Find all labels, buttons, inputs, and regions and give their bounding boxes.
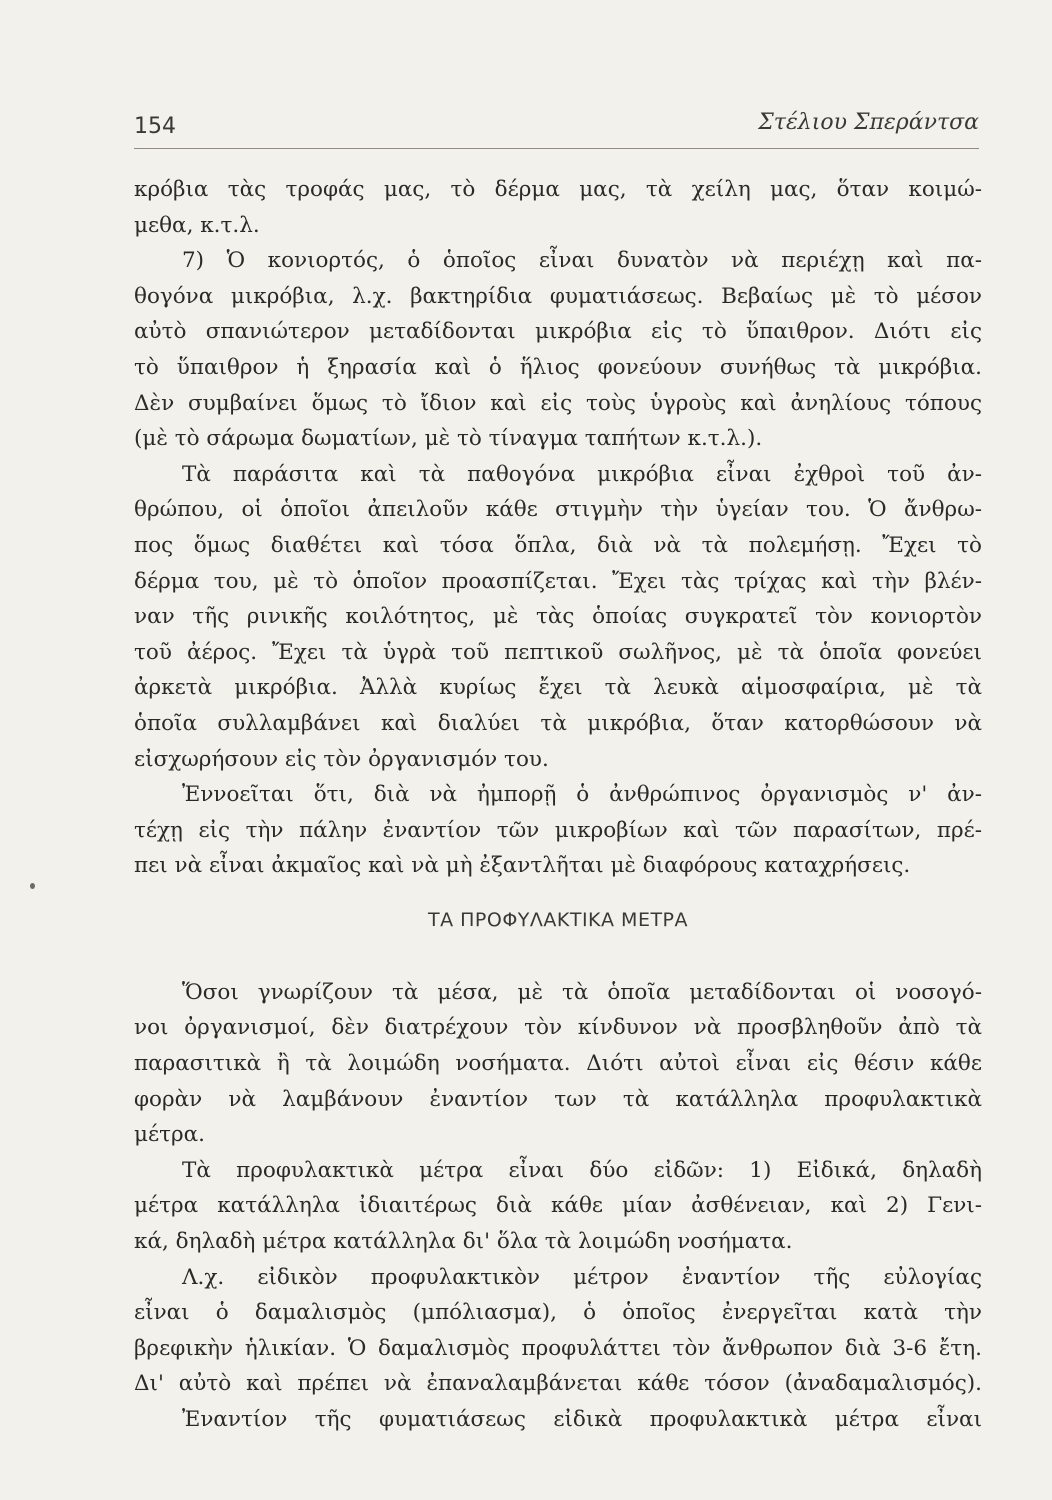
text-line: Ἐναντίον τῆς φυματιάσεως εἰδικὰ προφυλακτικὰ μέτρα εἶναι: [182, 1407, 982, 1432]
text-line: ἀρκετὰ μικρόβια. Ἀλλὰ κυρίως ἔχει τὰ λευκὰ αἱμοσφαίρια, μὲ τὰ: [134, 675, 982, 701]
text-line: Δι' αὐτὸ καὶ πρέπει νὰ ἐπαναλαμβάνεται κάθε τόσον (ἀναδαμαλισμός).: [134, 1371, 982, 1397]
text-line: παρασιτικὰ ἢ τὰ λοιμώδη νοσήματα. Διότι αὐτοὶ εἶναι εἰς θέσιν κάθε: [134, 1051, 982, 1077]
text-line: τὸ ὕπαιθρον ἡ ξηρασία καὶ ὁ ἥλιος φονεύουν συνήθως τὰ μικρόβια.: [134, 354, 982, 380]
ink-speck: [30, 883, 35, 889]
text-line: κρόβια τὰς τροφάς μας, τὸ δέρμα μας, τὰ χείλη μας, ὅταν κοιμώ-: [134, 177, 982, 202]
text-line: Τὰ προφυλακτικὰ μέτρα εἶναι δύο εἰδῶν: 1) Εἰδικά, δηλαδὴ: [182, 1157, 982, 1183]
text-line: Ἐννοεῖται ὅτι, διὰ νὰ ἠμπορῇ ὁ ἀνθρώπινος ὀργανισμὸς ν' ἀν-: [182, 782, 982, 808]
text-line: μέτρα.: [134, 1122, 205, 1148]
text-line: Τὰ παράσιτα καὶ τὰ παθογόνα μικρόβια εἶναι ἐχθροὶ τοῦ ἀν-: [182, 461, 982, 487]
text-line: δέρμα του, μὲ τὸ ὁποῖον προασπίζεται. Ἔχει τὰς τρίχας καὶ τὴν βλέν-: [134, 568, 982, 594]
text-line: μεθα, κ.τ.λ.: [134, 212, 260, 238]
text-line: κά, δηλαδὴ μέτρα κατάλληλα δι' ὅλα τὰ λοιμώδη νοσήματα.: [134, 1229, 793, 1255]
running-head-author: Στέλιου Σπεράντσα: [758, 110, 979, 135]
text-line: πει νὰ εἶναι ἀκμαῖος καὶ νὰ μὴ ἐξαντλῆται μὲ διαφόρους καταχρήσεις.: [134, 853, 911, 879]
section-heading: ΤΑ ΠΡΟΦΥΛΑΚΤΙΚΑ ΜΕΤΡΑ: [427, 908, 689, 931]
text-line: Ὅσοι γνωρίζουν τὰ μέσα, μὲ τὰ ὁποῖα μεταδίδονται οἱ νοσογό-: [182, 979, 982, 1005]
text-line: μέτρα κατάλληλα ἰδιαιτέρως διὰ κάθε μίαν ἀσθένειαν, καὶ 2) Γενι-: [134, 1193, 982, 1219]
text-line: θρώπου, οἱ ὁποῖοι ἀπειλοῦν κάθε στιγμὴν τὴν ὑγείαν του. Ὁ ἄνθρω-: [134, 497, 982, 523]
body-text: [134, 172, 982, 1438]
text-line: πος ὅμως διαθέτει καὶ τόσα ὅπλα, διὰ νὰ τὰ πολεμήσῃ. Ἔχει τὸ: [134, 532, 982, 558]
text-line: αὐτὸ σπανιώτερον μεταδίδονται μικρόβια εἰς τὸ ὕπαιθρον. Διότι εἰς: [134, 319, 982, 345]
text-line: Δὲν συμβαίνει ὅμως τὸ ἴδιον καὶ εἰς τοὺς ὑγροὺς καὶ ἀνηλίους τόπους: [134, 390, 982, 416]
text-line: βρεφικὴν ἡλικίαν. Ὁ δαμαλισμὸς προφυλάττει τὸν ἄνθρωπον διὰ 3-6 ἔτη.: [134, 1335, 982, 1361]
page-number: 154: [134, 114, 176, 139]
text-line: τέχῃ εἰς τὴν πάλην ἐναντίον τῶν μικροβίων καὶ τῶν παρασίτων, πρέ-: [134, 817, 982, 843]
text-line: εἶναι ὁ δαμαλισμὸς (μπόλιασμα), ὁ ὁποῖος ἐνεργεῖται κατὰ τὴν: [134, 1300, 982, 1326]
text-line: Λ.χ. εἰδικὸν προφυλακτικὸν μέτρον ἐναντίον τῆς εὐλογίας: [182, 1264, 982, 1290]
text-line: φορὰν νὰ λαμβάνουν ἐναντίον των τὰ κατάλληλα προφυλακτικὰ: [134, 1086, 982, 1112]
text-line: ὁποῖα συλλαμβάνει καὶ διαλύει τὰ μικρόβια, ὅταν κατορθώσουν νὰ: [134, 710, 982, 736]
header-rule: [134, 148, 979, 149]
text-line: (μὲ τὸ σάρωμα δωματίων, μὲ τὸ τίναγμα ταπήτων κ.τ.λ.).: [134, 426, 763, 452]
text-line: εἰσχωρήσουν εἰς τὸν ὀργανισμόν του.: [134, 746, 549, 772]
text-line: τοῦ ἀέρος. Ἔχει τὰ ὑγρὰ τοῦ πεπτικοῦ σωλῆνος, μὲ τὰ ὁποῖα φονεύει: [134, 639, 982, 665]
text-line: θογόνα μικρόβια, λ.χ. βακτηρίδια φυματιάσεως. Βεβαίως μὲ τὸ μέσον: [134, 283, 982, 309]
running-head: [134, 108, 979, 148]
text-line: νοι ὀργανισμοί, δὲν διατρέχουν τὸν κίνδυνον νὰ προσβληθοῦν ἀπὸ τὰ: [134, 1015, 982, 1041]
text-line: 7) Ὁ κονιορτός, ὁ ὁποῖος εἶναι δυνατὸν νὰ περιέχῃ καὶ πα-: [182, 248, 982, 274]
text-line: ναν τῆς ρινικῆς κοιλότητος, μὲ τὰς ὁποίας συγκρατεῖ τὸν κονιορτὸν: [134, 604, 982, 630]
